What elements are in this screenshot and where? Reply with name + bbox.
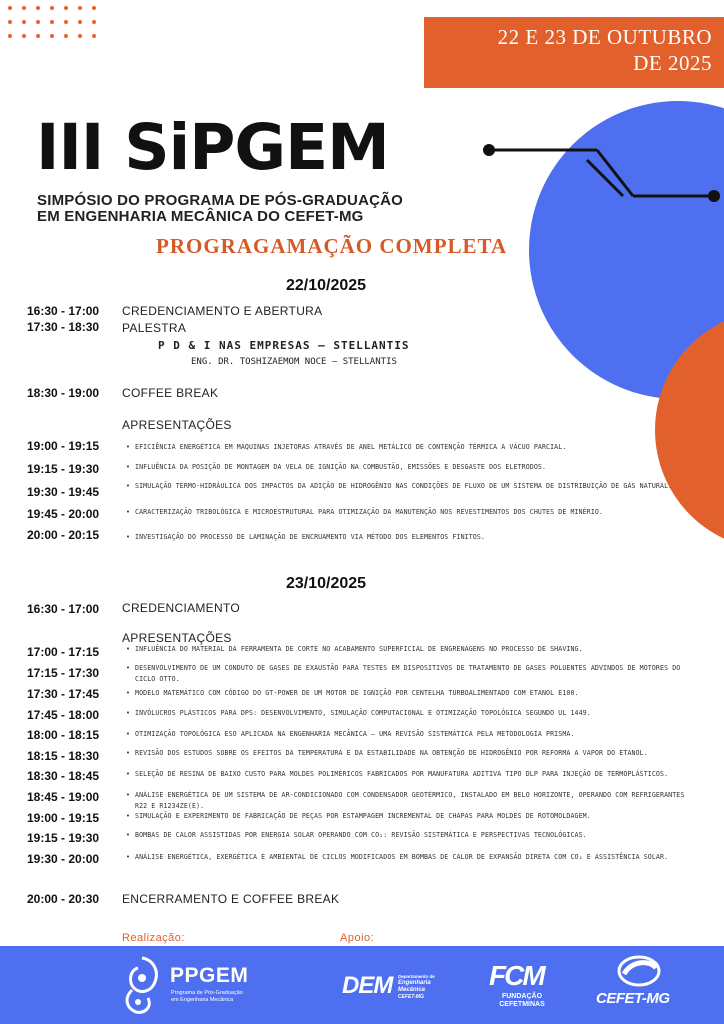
- schedule-label: CREDENCIAMENTO: [122, 601, 240, 615]
- presentation-item: [128, 442, 698, 453]
- decorative-dot: [92, 6, 96, 10]
- event-date-line-1: 22 E 23 DE OUTUBRO: [497, 25, 712, 49]
- decorative-dot: [36, 20, 40, 24]
- decorative-dot: [78, 20, 82, 24]
- decorative-dot: [78, 6, 82, 10]
- dem-logo-text: DEM: [342, 972, 393, 999]
- decorative-dot: [64, 34, 68, 38]
- cefet-mg-logo-text: CEFET-MG: [596, 990, 670, 1007]
- presentations-heading: APRESENTAÇÕES: [122, 631, 232, 645]
- schedule-time: 16:30 - 17:00: [27, 602, 100, 616]
- event-date-line-2: DE 2025: [633, 51, 712, 75]
- schedule-label: COFFEE BREAK: [122, 386, 219, 400]
- presentation-time: 18:00 - 18:15: [27, 728, 100, 742]
- decorative-dot: [36, 6, 40, 10]
- presentation-time: 18:30 - 18:45: [27, 769, 100, 783]
- presentation-item: [128, 769, 698, 780]
- dem-subtext-line-1: Departamento de: [398, 974, 435, 979]
- event-subtitle: [37, 193, 403, 225]
- presentation-time: 19:00 - 19:15: [27, 811, 100, 825]
- presentation-item: [128, 852, 698, 863]
- presentation-title: • SELEÇÃO DE RESINA DE BAIXO CUSTO PARA MOLDES POLIMÉRICOS FABRICADOS POR MANUFATURA ADITIVA TIPO DLP PARA INJEÇÃO DE TERMOPLÁSTICOS.: [135, 770, 669, 778]
- keynote-speaker: ENG. DR. TOSHIZAEMOM NOCE – STELLANTIS: [191, 357, 397, 367]
- presentations-heading: APRESENTAÇÕES: [122, 418, 232, 432]
- program-title: PROGRAGAMAÇÃO COMPLETA: [156, 234, 508, 258]
- presentation-item: [128, 830, 698, 841]
- event-title: III SiPGEM: [36, 111, 389, 184]
- circuit-line-decoration: [480, 138, 724, 208]
- presentation-time: 19:00 - 19:15: [27, 439, 100, 453]
- presentation-item: [128, 811, 698, 822]
- decorative-dot: [8, 20, 12, 24]
- dem-subtext-line-3: Mecânica: [398, 987, 426, 993]
- presentation-item: [128, 532, 698, 543]
- apoio-label: Apoio:: [340, 932, 375, 944]
- decorative-dot: [78, 34, 82, 38]
- footer-logo-band: [0, 946, 724, 1024]
- decorative-dot: [50, 20, 54, 24]
- keynote-title: P D & I NAS EMPRESAS – STELLANTIS: [158, 339, 410, 352]
- presentation-item: [128, 663, 698, 685]
- presentation-item: [128, 790, 698, 812]
- presentation-time: 19:30 - 19:45: [27, 485, 100, 499]
- presentation-title: • SIMULAÇÃO E EXPERIMENTO DE FABRICAÇÃO DE PEÇAS POR ESTAMPAGEM INCREMENTAL DE CHAPAS PARA MOLDES DE ROTOMOLDAGEM.: [135, 812, 591, 820]
- fcm-logo-subtext: [496, 993, 548, 1009]
- decorative-dot: [36, 34, 40, 38]
- schedule-time: 16:30 - 17:00: [27, 304, 100, 318]
- ppgem-subtext-line-1: Programa de Pós-Graduação: [171, 990, 243, 996]
- dem-subtext-line-4: CEFET-MG: [398, 994, 424, 1000]
- presentation-item: [128, 462, 698, 473]
- dem-logo-subtext: [398, 973, 435, 1001]
- presentation-time: 20:00 - 20:15: [27, 528, 100, 542]
- presentation-title: • CARACTERIZAÇÃO TRIBOLÓGICA E MICROESTRUTURAL PARA OTIMIZAÇÃO DA MANUTENÇÃO NOS REVESTIMENTOS DOS CHUTES DE MINÉRIO.: [135, 508, 604, 516]
- presentation-title: • DESENVOLVIMENTO DE UM CONDUTO DE GASES DE EXAUSTÃO PARA TESTES EM DISPOSITIVOS DE TRATAMENTO DE GASES POLUENTES ADVINDOS DE MOTORES DO CICLO OTTO.: [135, 664, 681, 683]
- decorative-dot-grid: [8, 6, 106, 48]
- decorative-dot: [8, 34, 12, 38]
- presentation-time: 18:45 - 19:00: [27, 790, 100, 804]
- presentation-title: • ANÁLISE ENERGÉTICA DE UM SISTEMA DE AR-CONDICIONADO COM CONDENSADOR GEOTÉRMICO, INSTALADO EM BELO HORIZONTE, OPERANDO COM REFRIGERANTES R22 E R1234ZE(E).: [135, 791, 685, 810]
- schedule-time: 17:30 - 18:30: [27, 320, 100, 334]
- presentation-title: • SIMULAÇÃO TERMO-HIDRÁULICA DOS IMPACTOS DA ADIÇÃO DE HIDROGÊNIO NAS CONDIÇÕES DE FLUXO DE UM SISTEMA DE DISTRIBUIÇÃO DE GÁS NATURAL.: [135, 482, 673, 490]
- presentation-title: • EFICIÊNCIA ENERGÉTICA EM MÁQUINAS INJETORAS ATRAVÉS DE ANEL METÁLICO DE CONTENÇÃO TÉRMICA A VÁCUO PARCIAL.: [135, 443, 567, 451]
- schedule-label: CREDENCIAMENTO E ABERTURA: [122, 304, 323, 318]
- decorative-dot: [22, 34, 26, 38]
- presentation-title: • OTIMIZAÇÃO TOPOLÓGICA ESO APLICADA NA ENGENHARIA MECÂNICA – UMA REVISÃO SISTEMÁTICA PELA METODOLOGIA PRISMA.: [135, 730, 575, 738]
- presentation-item: [128, 688, 698, 699]
- day1-date-heading: 22/10/2025: [286, 277, 367, 294]
- ppgem-subtext-line-2: em Engenharia Mecânica: [171, 997, 234, 1003]
- presentation-item: [128, 748, 698, 759]
- presentation-title: • REVISÃO DOS ESTUDOS SOBRE OS EFEITOS DA TEMPERATURA E DA ESTABILIDADE NA OBTENÇÃO DE HIDROGÊNIO POR REFORMA A VAPOR DO ETANOL.: [135, 749, 648, 757]
- event-subtitle-line-2: EM ENGENHARIA MECÂNICA DO CEFET-MG: [37, 208, 364, 225]
- decorative-dot: [64, 20, 68, 24]
- realizacao-label: Realização:: [122, 932, 185, 944]
- decorative-dot: [64, 6, 68, 10]
- presentation-title: • ANÁLISE ENERGÉTICA, EXERGÉTICA E AMBIENTAL DE CICLOS MODIFICADOS EM BOMBAS DE CALOR DE EXPANSÃO DIRETA COM CO₂ E ASSISTÊNCIA SOLAR.: [135, 853, 669, 861]
- presentation-title: • INVESTIGAÇÃO DO PROCESSO DE LAMINAÇÃO DE ENCRUAMENTO VIA MÉTODO DOS ELEMENTOS FINITOS.: [135, 533, 485, 541]
- ppgem-logo-icon: [120, 954, 166, 1016]
- decorative-dot: [92, 20, 96, 24]
- presentation-time: 17:30 - 17:45: [27, 687, 100, 701]
- cefet-mg-logo-icon: [616, 954, 662, 988]
- presentation-time: 18:15 - 18:30: [27, 749, 100, 763]
- schedule-time: 18:30 - 19:00: [27, 386, 100, 400]
- presentation-item: [128, 481, 698, 492]
- decorative-dot: [22, 6, 26, 10]
- decorative-dot: [22, 20, 26, 24]
- schedule-label: ENCERRAMENTO E COFFEE BREAK: [122, 892, 340, 906]
- schedule-time: 20:00 - 20:30: [27, 892, 100, 906]
- presentation-title: • BOMBAS DE CALOR ASSISTIDAS POR ENERGIA SOLAR OPERANDO COM CO₂: REVISÃO SISTEMÁTICA E PERSPECTIVAS TECNOLÓGICAS.: [135, 831, 587, 839]
- fcm-subtext-line-1: FUNDAÇÃO: [501, 993, 543, 1000]
- ppgem-logo-text: PPGEM: [170, 964, 249, 987]
- fcm-subtext-line-2: CEFETMINAS: [499, 1001, 545, 1008]
- presentation-title: • INVÓLUCROS PLÁSTICOS PARA DPS: DESENVOLVIMENTO, SIMULAÇÃO COMPUTACIONAL E OTIMIZAÇÃO TOPOLÓGICA SEGUNDO UL 1449.: [135, 709, 591, 717]
- presentation-item: [128, 644, 698, 655]
- presentation-time: 17:45 - 18:00: [27, 708, 100, 722]
- presentation-title: • INFLUÊNCIA DA POSIÇÃO DE MONTAGEM DA VELA DE IGNIÇÃO NA COMBUSTÃO, EMISSÕES E DESGASTE DOS ELETRODOS.: [135, 463, 547, 471]
- day2-date-heading: 23/10/2025: [286, 575, 367, 592]
- presentation-time: 19:15 - 19:30: [27, 831, 100, 845]
- fcm-logo-text: FCM: [489, 960, 544, 991]
- presentation-item: [128, 729, 698, 740]
- presentation-time: 19:15 - 19:30: [27, 462, 100, 476]
- presentation-item: [128, 507, 698, 518]
- schedule-label: PALESTRA: [122, 321, 187, 335]
- decorative-dot: [92, 34, 96, 38]
- presentation-time: 17:00 - 17:15: [27, 645, 100, 659]
- presentation-time: 19:30 - 20:00: [27, 852, 100, 866]
- decorative-dot: [50, 34, 54, 38]
- presentation-time: 19:45 - 20:00: [27, 507, 100, 521]
- decorative-dot: [8, 6, 12, 10]
- dem-subtext-line-2: Engenharia: [398, 980, 431, 986]
- ppgem-logo-subtext: [171, 990, 243, 1004]
- presentation-title: • MODELO MATEMÁTICO COM CÓDIGO DO GT-POWER DE UM MOTOR DE IGNIÇÃO POR CENTELHA TURBOALIMENTADO COM ETANOL E100.: [135, 689, 579, 697]
- event-subtitle-line-1: SIMPÓSIO DO PROGRAMA DE PÓS-GRADUAÇÃO: [37, 192, 404, 209]
- event-date-banner: [424, 17, 724, 88]
- presentation-time: 17:15 - 17:30: [27, 666, 100, 680]
- decorative-dot: [50, 6, 54, 10]
- presentation-title: • INFLUÊNCIA DO MATERIAL DA FERRAMENTA DE CORTE NO ACABAMENTO SUPERFICIAL DE ENGRENAGENS NO PROCESSO DE SHAVING.: [135, 645, 583, 653]
- presentation-item: [128, 708, 698, 719]
